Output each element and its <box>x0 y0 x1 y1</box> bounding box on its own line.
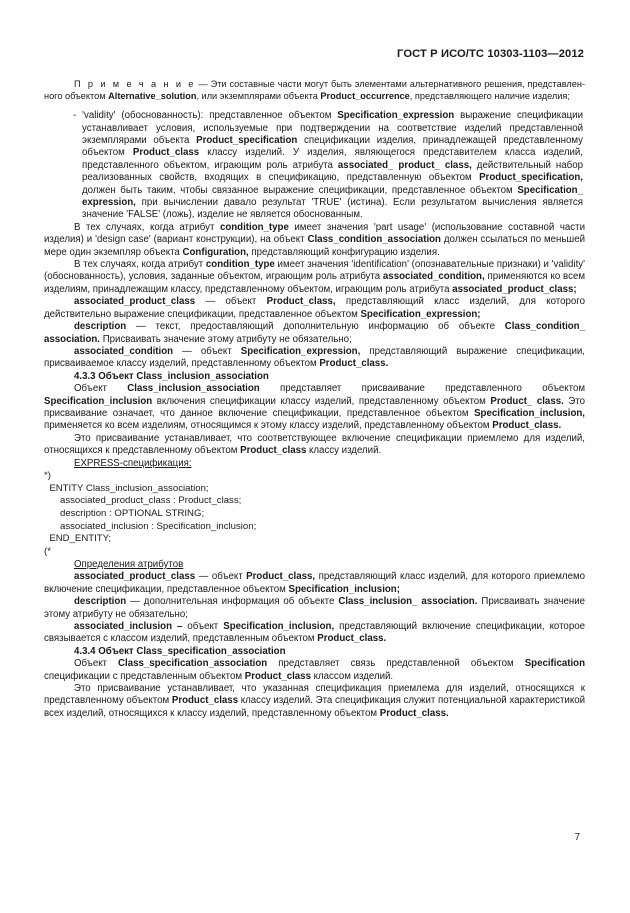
attribute-definition: description — текст, предоставляющий дополнительную информацию об объекте Class_condition_ association. Присваивать значение этому атрибуту не обязательно; <box>44 321 585 345</box>
validity-list-item: - 'validity' (обоснованность): представленное объектом Specification_expression выражение спецификации устанавливает условия, используемые при подтверждении на соответствие изделий представленной экземплярами объекта Product_specification спецификации изделия, принадлежащей представленному объектом Product_class классу изделий. У изделия, являющегося представителем класса изделий, представленного объектом, играющим роль атрибута associated_ product_ class, действительный набор реализованных свойств, входящих в спецификацию, представленную объектом Product_specification, должен быть таким, чтобы связанное выражение спецификации, представленное объектом Specification_ expression, при вычислении давало результат 'TRUE' (истина). Если результатом вычисления является значение 'FALSE' (ложь), изделие не является обоснованным. <box>73 110 583 221</box>
paragraph-identification: В тех случаях, когда атрибут condition_type имеет значения 'identification' (опознавательные признаки) и 'validity' (обоснованность), условия, заданные объектом, играющим роль атрибута associated_condition, применяются ко всем изделиям, принадлежащим классу, представленному объектом, играющим роль атрибута associated_product_class; <box>44 259 585 295</box>
page-number: 7 <box>574 832 580 843</box>
express-code-line: ENTITY Class_inclusion_association; <box>44 482 209 494</box>
document-body <box>44 79 585 720</box>
note-lead: П р и м е ч а н и е <box>74 79 196 89</box>
paragraph-class-specification: Объект Class_specification_association представляет связь представленной объектом Specification спецификации с представленным объектом Product_class классом изделий. <box>44 658 585 682</box>
attribute-definitions-label: Определения атрибутов <box>74 558 184 570</box>
express-code-line: associated_inclusion : Specification_inclusion; <box>44 520 257 532</box>
paragraph-part-usage: В тех случаях, когда атрибут condition_type имеет значения 'part usage' (использование составной части изделия) и 'design case' (вариант конструкции), на объект Class_condition_association должен ссылаться по меньшей мере один экземпляр объекта Configuration, представляющий конфигурацию изделия. <box>44 221 585 258</box>
express-label: EXPRESS-спецификация: <box>74 457 192 469</box>
note-paragraph: П р и м е ч а н и е — Эти составные части могут быть элементами альтернативного решения, представленного объектом Alternative_solution, или экземплярами объекта Product_occurrence, представляющего наличие изделия; <box>44 79 585 101</box>
express-code-line: description : OPTIONAL STRING; <box>44 508 205 520</box>
express-code-line: *) <box>44 469 51 481</box>
paragraph-class-inclusion: Объект Class_inclusion_association представляет присваивание представленного объектом Specification_inclusion включения спецификации классу изделий, представленному объектом Product_ class. Это присваивание означает, что данное включение спецификации, представленное объектом Specification_inclusion, применяется ко всем изделиям, относящимся к этому классу изделий, представленному объектом Product_class. <box>44 383 585 432</box>
paragraph-class-inclusion-2: Это присваивание устанавливает, что соответствующее включение спецификации приемлемо для изделий, относящихся к представленному объектом Product_class классу изделий. <box>44 432 585 457</box>
attribute-definition: associated_inclusion – объект Specification_inclusion, представляющий включение спецификации, которое связывается с классом изделий, представленным объектом Product_class. <box>44 620 585 645</box>
attribute-definition: associated_condition — объект Specification_expression, представляющий выражение спецификации, присваиваемое классу изделий, представленному объектом Product_class. <box>44 345 585 370</box>
express-code-line: associated_product_class : Product_class; <box>44 495 242 507</box>
section-heading-4-3-4: 4.3.4 Объект Class_specification_association <box>74 645 286 657</box>
express-code-line: END_ENTITY; <box>44 533 112 545</box>
attribute-definition: associated_product_class — объект Product_class, представляющий класс изделий, для которого действительно выражение спецификации, представленное объектом Specification_expression; <box>44 296 585 320</box>
attribute-definition: associated_product_class — объект Product_class, представляющий класс изделий, для которого приемлемо включение спецификации, представленное объектом Specification_inclusion; <box>44 571 585 595</box>
attribute-definition: description — дополнительная информация об объекте Class_inclusion_ association. Присваивать значение этому атрибуту не обязательно; <box>44 596 585 620</box>
section-heading-4-3-3: 4.3.3 Объект Class_inclusion_association <box>74 370 269 382</box>
express-code-line: (* <box>44 546 51 558</box>
document-header: ГОСТ Р ИСО/ТС 10303-1103—2012 <box>397 48 584 60</box>
paragraph-class-specification-2: Это присваивание устанавливает, что указанная спецификация приемлема для изделий, относящихся к представленному объектом Product_class классу изделий. Эта спецификация служит потенциальной характеристикой всех изделий, относящихся к классу изделий, представленному объектом Product_class. <box>44 682 585 719</box>
